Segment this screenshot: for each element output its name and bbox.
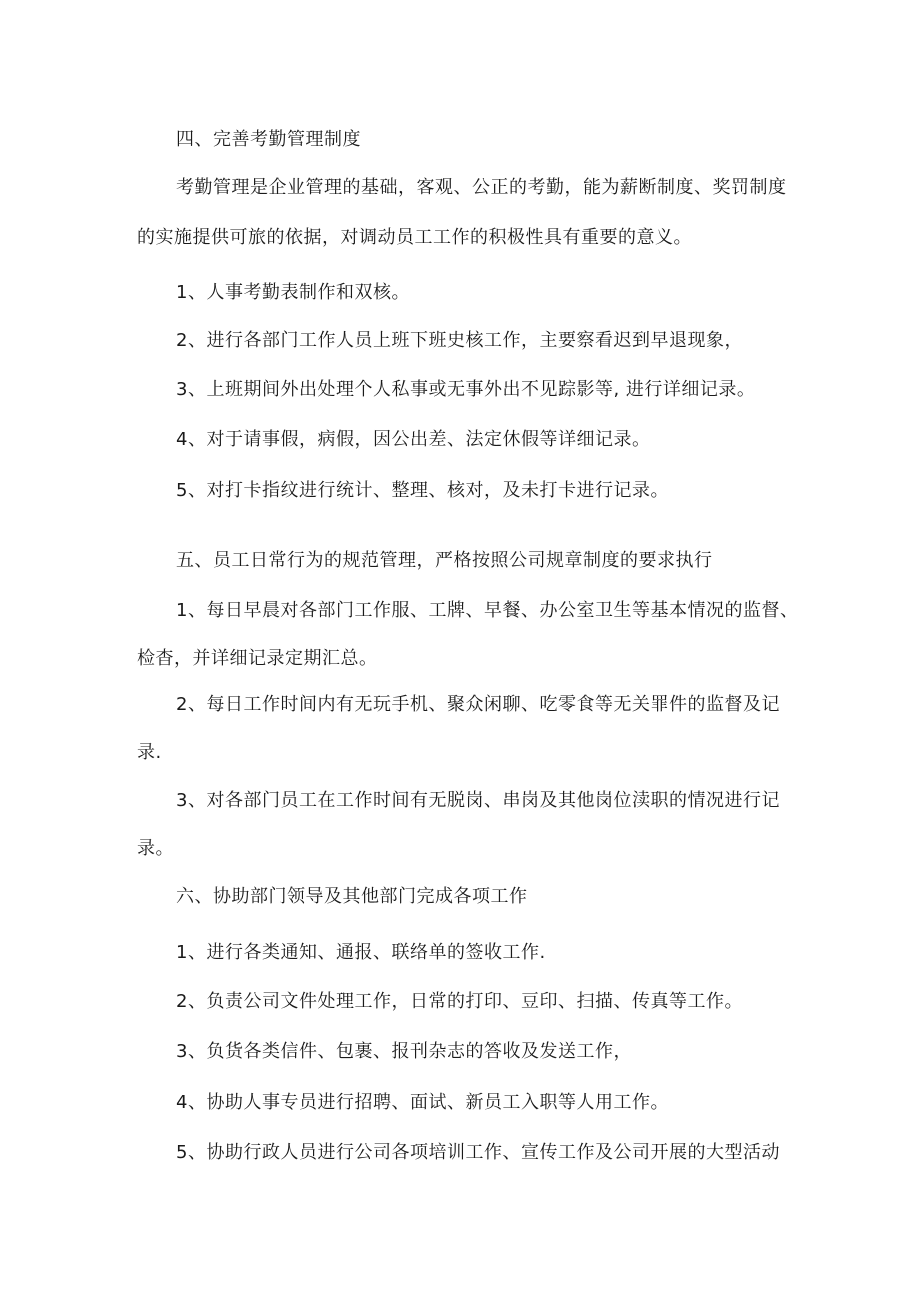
section-4-item-1: 1、人事考勤表制作和双核。 <box>176 282 410 303</box>
section-6-item-5: 5、协助行政人员进行公司各项培训工作、宣传工作及公司开展的大型活动 <box>176 1142 780 1163</box>
section-6-heading: 六、协助部门领导及其他部门完成各项工作 <box>176 886 528 907</box>
section-5-item-3-line-1: 3、对各部门员工在工作时间有无脱岗、串岗及其他岗位渎职的情况进行记 <box>176 790 780 811</box>
section-4-intro-line-1: 考勤管理是企业管理的基础，客观、公正的考勤，能为薪断制度、奖罚制度 <box>176 177 787 198</box>
section-4-intro-line-2: 的实施提供可旅的依据，对调动员工工作的积极性具有重要的意义。 <box>137 227 692 248</box>
section-5-item-1-line-2: 检杳，并详细记录定期汇总。 <box>137 648 378 669</box>
section-5-item-2-line-1: 2、每日工作时间内有无玩手机、聚众闲聊、吃零食等无关罪件的监督及记 <box>176 694 780 715</box>
section-4-item-4: 4、对于请事假，病假，因公出差、法定休假等详细记录。 <box>176 429 651 450</box>
section-6-item-1: 1、进行各类通知、通报、联络单的签收工作. <box>176 942 546 963</box>
section-4-heading: 四、完善考勤管理制度 <box>176 129 361 150</box>
section-4-item-3: 3、上班期间外出处理个人私事或无事外出不见踪影等, 进行详细记录。 <box>176 379 756 400</box>
section-4-item-2: 2、进行各部门工作人员上班下班史核工作，主要察看迟到早退现象， <box>176 330 743 351</box>
section-6-item-4: 4、协助人事专员进行招聘、面试、新员工入职等人用工作。 <box>176 1092 669 1113</box>
section-6-item-2: 2、负责公司文件处理工作，日常的打印、豆印、扫描、传真等工作。 <box>176 991 743 1012</box>
section-6-item-3: 3、负货各类信件、包裹、报刊杂志的答收及发送工作， <box>176 1041 632 1062</box>
section-4-item-5: 5、对打卡指纹进行统计、整理、核对，及未打卡进行记录。 <box>176 480 669 501</box>
section-5-item-1-line-1: 1、每日早晨对各部门工作服、工牌、早餐、办公室卫生等基本情况的监督、 <box>176 600 799 621</box>
section-5-item-3-line-2: 录。 <box>137 838 174 859</box>
section-5-heading: 五、员工日常行为的规范管理，严格按照公司规章制度的要求执行 <box>176 550 713 571</box>
section-5-item-2-line-2: 录. <box>137 742 162 763</box>
